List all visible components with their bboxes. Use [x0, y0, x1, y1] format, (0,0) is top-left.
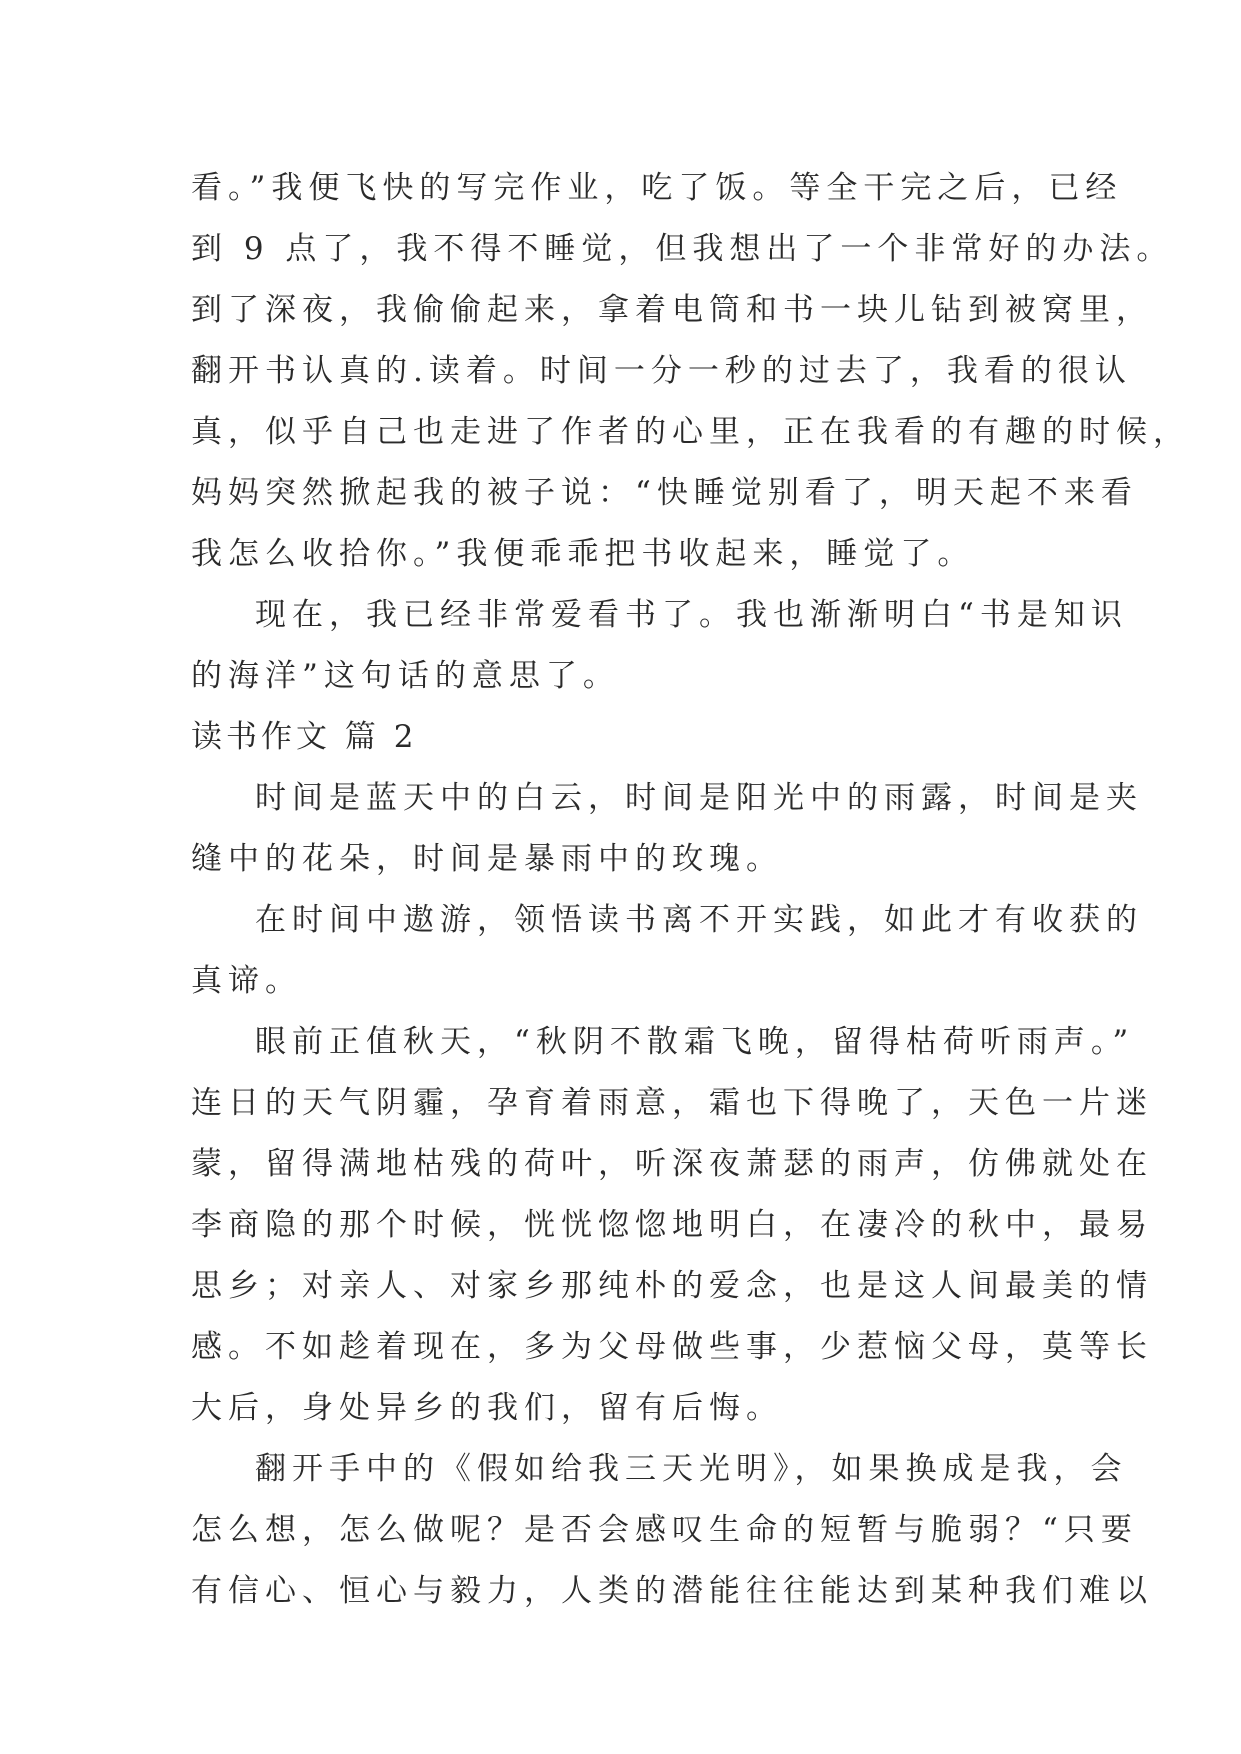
text-line: 在时间中遨游，领悟读书离不开实践，如此才有收获的	[255, 902, 1143, 938]
section-heading: 读书作文 篇 2	[191, 719, 418, 755]
text-line: 真谛。	[191, 963, 302, 999]
text-line: 蒙，留得满地枯残的荷叶，听深夜萧瑟的雨声，仿佛就处在	[191, 1146, 1153, 1182]
text-line: 怎么想，怎么做呢？是否会感叹生命的短暂与脆弱？“只要	[191, 1512, 1138, 1548]
text-line: 翻开手中的《假如给我三天光明》，如果换成是我，会	[255, 1451, 1128, 1487]
text-line: 缝中的花朵，时间是暴雨中的玫瑰。	[191, 841, 783, 877]
text-line: 李商隐的那个时候，恍恍惚惚地明白，在凄冷的秋中，最易	[191, 1207, 1153, 1243]
text-line: 大后，身处异乡的我们，留有后悔。	[191, 1390, 783, 1426]
text-line: 到了深夜，我偷偷起来，拿着电筒和书一块儿钻到被窝里，	[191, 292, 1153, 328]
text-line: 翻开书认真的.读着。时间一分一秒的过去了，我看的很认	[191, 353, 1132, 389]
text-line: 真，似乎自己也走进了作者的心里，正在我看的有趣的时候，	[191, 414, 1190, 450]
text-line: 有信心、恒心与毅力，人类的潜能往往能达到某种我们难以	[191, 1573, 1153, 1609]
text-line: 的海洋”这句话的意思了。	[191, 658, 620, 694]
text-line: 时间是蓝天中的白云，时间是阳光中的雨露，时间是夹	[255, 780, 1143, 816]
text-line: 到 9 点了，我不得不睡觉，但我想出了一个非常好的办法。	[191, 231, 1174, 267]
text-line: 感。不如趁着现在，多为父母做些事，少惹恼父母，莫等长	[191, 1329, 1153, 1365]
text-line: 眼前正值秋天，“秋阴不散霜飞晚，留得枯荷听雨声。”	[255, 1024, 1135, 1060]
text-line: 我怎么收拾你。”我便乖乖把书收起来，睡觉了。	[191, 536, 975, 572]
text-line: 看。”我便飞快的写完作业，吃了饭。等全干完之后，已经	[191, 170, 1123, 206]
text-line: 妈妈突然掀起我的被子说：“快睡觉别看了，明天起不来看	[191, 475, 1138, 511]
text-line: 思乡；对亲人、对家乡那纯朴的爱念，也是这人间最美的情	[191, 1268, 1153, 1304]
text-line: 现在，我已经非常爱看书了。我也渐渐明白“书是知识	[255, 597, 1128, 633]
document-body	[191, 158, 1190, 1622]
text-line: 连日的天气阴霾，孕育着雨意，霜也下得晚了，天色一片迷	[191, 1085, 1153, 1121]
